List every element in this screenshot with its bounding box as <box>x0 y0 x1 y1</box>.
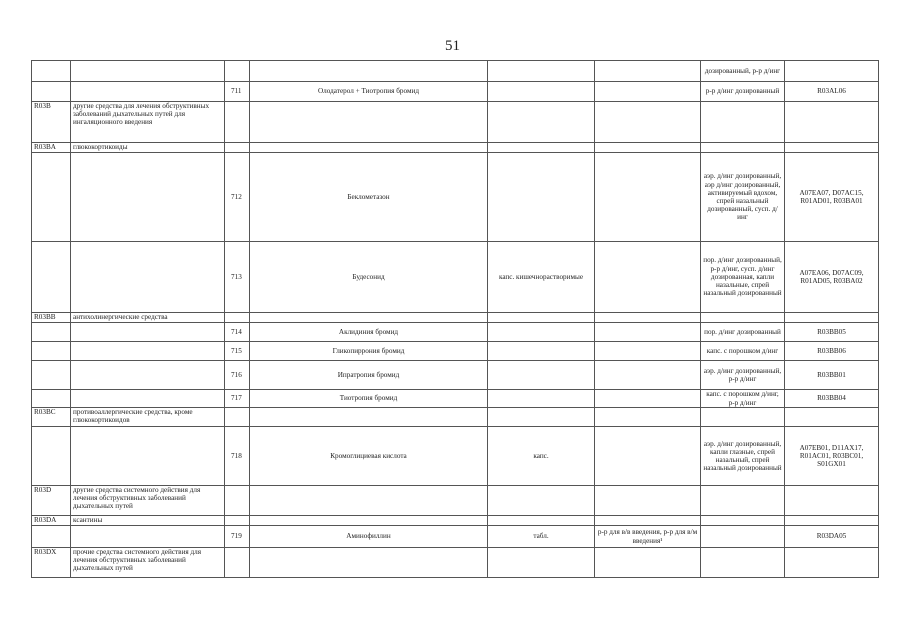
drug-table <box>31 60 879 578</box>
table-row <box>32 102 879 143</box>
cell-num <box>225 102 250 143</box>
table-row <box>32 342 879 361</box>
cell-extra <box>595 102 701 143</box>
cell-code <box>32 361 71 390</box>
cell-num: 715 <box>225 342 250 361</box>
cell-atc: R03BB05 <box>785 323 879 342</box>
cell-note <box>488 548 595 578</box>
cell-form: дозированный, р-р д/инг <box>701 61 785 82</box>
cell-form <box>701 486 785 516</box>
cell-group: антихолинергические средства <box>71 313 225 323</box>
cell-num: 719 <box>225 526 250 548</box>
cell-atc <box>785 548 879 578</box>
cell-extra <box>595 361 701 390</box>
cell-extra <box>595 342 701 361</box>
cell-group <box>71 526 225 548</box>
table-row <box>32 313 879 323</box>
cell-group: противоаллергические средства, кроме глюкокортикоидов <box>71 408 225 427</box>
cell-extra <box>595 427 701 486</box>
cell-name <box>250 143 488 153</box>
cell-code <box>32 390 71 408</box>
cell-note <box>488 342 595 361</box>
cell-code <box>32 323 71 342</box>
cell-group: другие средства для лечения обструктивных заболеваний дыхательных путей для ингаляционного введения <box>71 102 225 143</box>
cell-code <box>32 242 71 313</box>
cell-num <box>225 313 250 323</box>
cell-group <box>71 427 225 486</box>
cell-num: 714 <box>225 323 250 342</box>
cell-note: капс. <box>488 427 595 486</box>
cell-name: Беклометазон <box>250 153 488 242</box>
cell-atc <box>785 143 879 153</box>
cell-extra <box>595 153 701 242</box>
cell-note <box>488 390 595 408</box>
cell-form: аэр. д/инг дозированный, аэр д/инг дозированный, активируемый вдохом, спрей назальный дозированный, сусп. д/инг <box>701 153 785 242</box>
table-row <box>32 548 879 578</box>
cell-code: R03DX <box>32 548 71 578</box>
cell-num <box>225 408 250 427</box>
cell-form <box>701 102 785 143</box>
cell-extra <box>595 408 701 427</box>
cell-name <box>250 313 488 323</box>
cell-extra <box>595 486 701 516</box>
cell-atc <box>785 102 879 143</box>
cell-note <box>488 82 595 102</box>
cell-group <box>71 153 225 242</box>
cell-atc: R03BB06 <box>785 342 879 361</box>
table-row <box>32 242 879 313</box>
cell-name: Ипратропия бромид <box>250 361 488 390</box>
cell-name <box>250 486 488 516</box>
cell-extra <box>595 390 701 408</box>
cell-atc <box>785 486 879 516</box>
cell-num: 711 <box>225 82 250 102</box>
cell-group: глюкокортикоиды <box>71 143 225 153</box>
cell-num: 716 <box>225 361 250 390</box>
cell-name: Будесонид <box>250 242 488 313</box>
cell-note <box>488 102 595 143</box>
cell-num <box>225 61 250 82</box>
cell-code <box>32 61 71 82</box>
cell-form <box>701 526 785 548</box>
cell-num <box>225 548 250 578</box>
cell-form: капс. с порошком д/инг, р-р д/инг <box>701 390 785 408</box>
table-row <box>32 390 879 408</box>
table-row <box>32 427 879 486</box>
cell-extra <box>595 313 701 323</box>
table-row <box>32 323 879 342</box>
cell-code: R03BB <box>32 313 71 323</box>
cell-form <box>701 516 785 526</box>
cell-extra <box>595 61 701 82</box>
cell-atc: R03BB04 <box>785 390 879 408</box>
cell-note <box>488 153 595 242</box>
cell-note <box>488 313 595 323</box>
cell-note <box>488 61 595 82</box>
cell-atc: A07EA06, D07AC09, R01AD05, R03BA02 <box>785 242 879 313</box>
cell-group <box>71 342 225 361</box>
cell-note <box>488 408 595 427</box>
cell-num <box>225 486 250 516</box>
cell-code: R03B <box>32 102 71 143</box>
table-row <box>32 61 879 82</box>
table-row <box>32 361 879 390</box>
cell-form <box>701 313 785 323</box>
cell-atc <box>785 313 879 323</box>
cell-name: Гликопиррония бромид <box>250 342 488 361</box>
cell-form: пор. д/инг дозированный <box>701 323 785 342</box>
cell-extra <box>595 82 701 102</box>
table-row <box>32 153 879 242</box>
cell-name <box>250 408 488 427</box>
cell-num <box>225 143 250 153</box>
cell-num <box>225 516 250 526</box>
cell-name: Аклидиния бромид <box>250 323 488 342</box>
cell-name <box>250 548 488 578</box>
cell-code <box>32 82 71 102</box>
cell-form: пор. д/инг дозированный, р-р д/инг, сусп. д/инг дозированная, капли назальные, спрей назальный дозированный <box>701 242 785 313</box>
cell-note: табл. <box>488 526 595 548</box>
cell-group <box>71 242 225 313</box>
cell-atc: R03BB01 <box>785 361 879 390</box>
cell-code <box>32 342 71 361</box>
cell-form <box>701 408 785 427</box>
cell-atc <box>785 408 879 427</box>
cell-form: аэр. д/инг дозированный, капли глазные, спрей назальный, спрей назальный дозированный <box>701 427 785 486</box>
cell-name <box>250 61 488 82</box>
cell-atc: R03AL06 <box>785 82 879 102</box>
cell-extra <box>595 242 701 313</box>
cell-group: прочие средства системного действия для лечения обструктивных заболеваний дыхательных путей <box>71 548 225 578</box>
cell-group <box>71 361 225 390</box>
cell-code <box>32 153 71 242</box>
cell-group: другие средства системного действия для лечения обструктивных заболеваний дыхательных путей <box>71 486 225 516</box>
table-row <box>32 408 879 427</box>
cell-name: Аминофиллин <box>250 526 488 548</box>
cell-name: Кромоглициевая кислота <box>250 427 488 486</box>
table-row <box>32 82 879 102</box>
cell-group: ксантины <box>71 516 225 526</box>
cell-name <box>250 102 488 143</box>
cell-code: R03BA <box>32 143 71 153</box>
cell-extra <box>595 548 701 578</box>
cell-group <box>71 61 225 82</box>
cell-note <box>488 516 595 526</box>
cell-form: р-р д/инг дозированный <box>701 82 785 102</box>
page-number: 51 <box>445 38 460 54</box>
cell-extra <box>595 143 701 153</box>
cell-code <box>32 427 71 486</box>
cell-extra <box>595 323 701 342</box>
cell-form: аэр. д/инг дозированный, р-р д/инг <box>701 361 785 390</box>
cell-atc: A07EB01, D11AX17, R01AC01, R03BC01, S01GX01 <box>785 427 879 486</box>
cell-note <box>488 361 595 390</box>
cell-group <box>71 82 225 102</box>
cell-atc: R03DA05 <box>785 526 879 548</box>
table-row <box>32 143 879 153</box>
cell-atc <box>785 61 879 82</box>
cell-note <box>488 143 595 153</box>
cell-name <box>250 516 488 526</box>
cell-form: капс. с порошком д/инг <box>701 342 785 361</box>
cell-code: R03D <box>32 486 71 516</box>
cell-num: 717 <box>225 390 250 408</box>
cell-num: 718 <box>225 427 250 486</box>
cell-group <box>71 323 225 342</box>
table-row <box>32 516 879 526</box>
cell-name: Олодатерол + Тиотропия бромид <box>250 82 488 102</box>
cell-form <box>701 548 785 578</box>
cell-note <box>488 323 595 342</box>
cell-extra: р-р для в/в введения, р-р для в/м введения¹ <box>595 526 701 548</box>
cell-group <box>71 390 225 408</box>
cell-atc: A07EA07, D07AC15, R01AD01, R03BA01 <box>785 153 879 242</box>
cell-code: R03BC <box>32 408 71 427</box>
cell-name: Тиотропия бромид <box>250 390 488 408</box>
cell-code <box>32 526 71 548</box>
cell-num: 712 <box>225 153 250 242</box>
cell-form <box>701 143 785 153</box>
cell-code: R03DA <box>32 516 71 526</box>
table-row <box>32 486 879 516</box>
cell-note <box>488 486 595 516</box>
cell-extra <box>595 516 701 526</box>
table-row <box>32 526 879 548</box>
cell-num: 713 <box>225 242 250 313</box>
cell-note: капс. кишечнорастворимые <box>488 242 595 313</box>
cell-atc <box>785 516 879 526</box>
